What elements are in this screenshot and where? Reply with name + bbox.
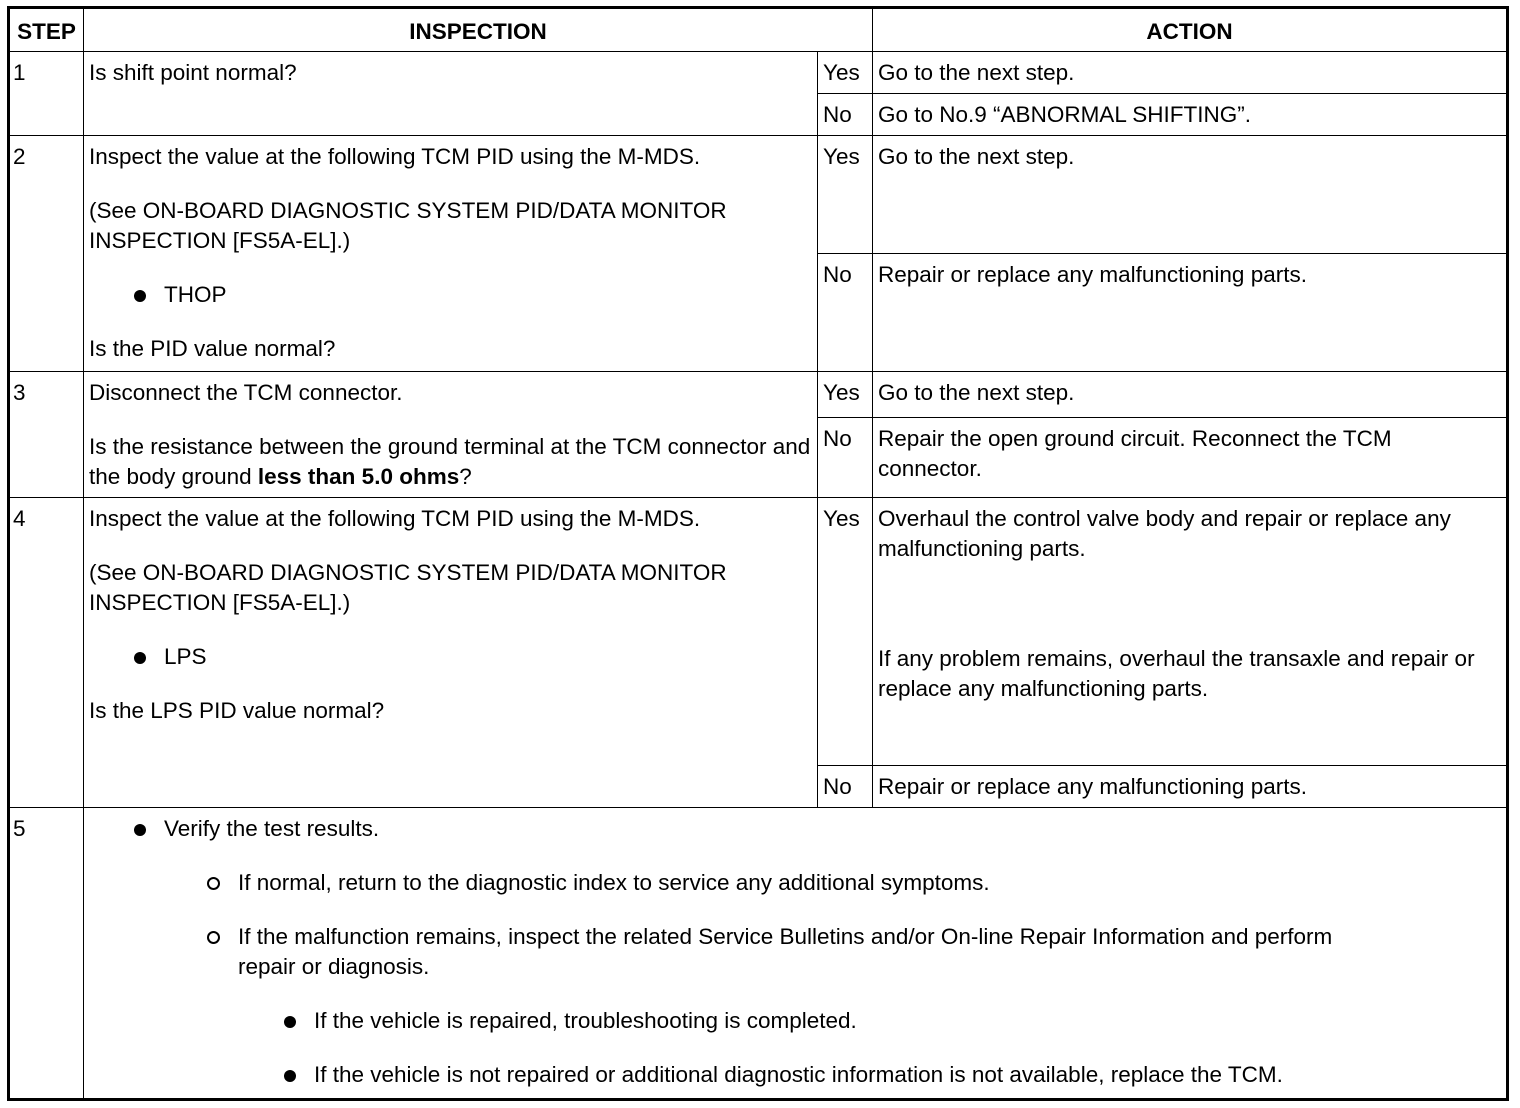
list-item: If the vehicle is repaired, troubleshooting is completed. xyxy=(89,1006,1501,1036)
pid-bullet-item: LPS xyxy=(89,642,812,672)
pid-bullet-item: THOP xyxy=(89,280,812,310)
question-threshold: less than 5.0 ohms xyxy=(257,464,460,489)
yes-action-followup: If any problem remains, overhaul the transaxle and repair or replace any malfunctioning parts. xyxy=(878,646,1475,701)
yes-action: Go to the next step. xyxy=(873,136,1508,254)
troubleshooting-table xyxy=(7,6,1509,1101)
no-action: Go to No.9 “ABNORMAL SHIFTING”. xyxy=(873,94,1508,136)
list-item: If normal, return to the diagnostic index to service any additional symptoms. xyxy=(89,868,1501,898)
no-action: Repair or replace any malfunctioning parts. xyxy=(873,766,1508,808)
no-action: Repair or replace any malfunctioning parts. xyxy=(873,254,1508,372)
step-number: 1 xyxy=(9,52,84,136)
table-row xyxy=(9,808,1508,1100)
yes-label: Yes xyxy=(818,372,873,418)
verification-cell xyxy=(84,808,1508,1100)
no-label: No xyxy=(818,94,873,136)
table-row xyxy=(9,136,1508,254)
inspection-cell xyxy=(84,52,818,136)
yes-action: Go to the next step. xyxy=(873,52,1508,94)
header-row xyxy=(9,8,1508,52)
action-header: ACTION xyxy=(873,8,1508,52)
no-label: No xyxy=(818,254,873,372)
inspection-cell xyxy=(84,136,818,372)
inspection-question xyxy=(89,432,812,492)
inspection-cell xyxy=(84,372,818,498)
inspection-question: Is the LPS PID value normal? xyxy=(89,698,385,723)
troubleshooting-table-container xyxy=(7,6,1506,1101)
inspection-text: Inspect the value at the following TCM PID using the M-MDS. xyxy=(89,144,701,169)
step-number: 3 xyxy=(9,372,84,498)
yes-label: Yes xyxy=(818,52,873,94)
question-text: Is the resistance between the ground terminal at the TCM connector and the body ground xyxy=(89,434,811,489)
list-item: Verify the test results. xyxy=(89,814,1501,844)
reference-text: (See ON-BOARD DIAGNOSTIC SYSTEM PID/DATA MONITOR INSPECTION [FS5A-EL].) xyxy=(89,560,727,615)
table-row xyxy=(9,372,1508,418)
inspection-question: Is the PID value normal? xyxy=(89,336,336,361)
yes-action xyxy=(873,498,1508,766)
no-action: Repair the open ground circuit. Reconnect the TCM connector. xyxy=(873,418,1508,498)
inspection-text: Disconnect the TCM connector. xyxy=(89,380,403,405)
table-row xyxy=(9,498,1508,766)
inspection-text: Inspect the value at the following TCM PID using the M-MDS. xyxy=(89,506,701,531)
list-item: If the malfunction remains, inspect the related Service Bulletins and/or On-line Repair Information and perform repair or diagnosis. xyxy=(89,922,1501,982)
table-row xyxy=(9,52,1508,94)
step-number: 2 xyxy=(9,136,84,372)
inspection-text: Is shift point normal? xyxy=(89,60,297,85)
step-number: 4 xyxy=(9,498,84,808)
reference-text: (See ON-BOARD DIAGNOSTIC SYSTEM PID/DATA MONITOR INSPECTION [FS5A-EL].) xyxy=(89,198,727,253)
no-label: No xyxy=(818,766,873,808)
no-label: No xyxy=(818,418,873,498)
yes-action: Go to the next step. xyxy=(873,372,1508,418)
question-end: ? xyxy=(459,464,472,489)
step-header: STEP xyxy=(9,8,84,52)
yes-label: Yes xyxy=(818,136,873,254)
yes-label: Yes xyxy=(818,498,873,766)
inspection-header: INSPECTION xyxy=(84,8,873,52)
inspection-cell xyxy=(84,498,818,808)
step-number: 5 xyxy=(9,808,84,1100)
list-item: If the vehicle is not repaired or additional diagnostic information is not available, replace the TCM. xyxy=(89,1060,1501,1090)
yes-action-text: Overhaul the control valve body and repair or replace any malfunctioning parts. xyxy=(878,506,1451,561)
